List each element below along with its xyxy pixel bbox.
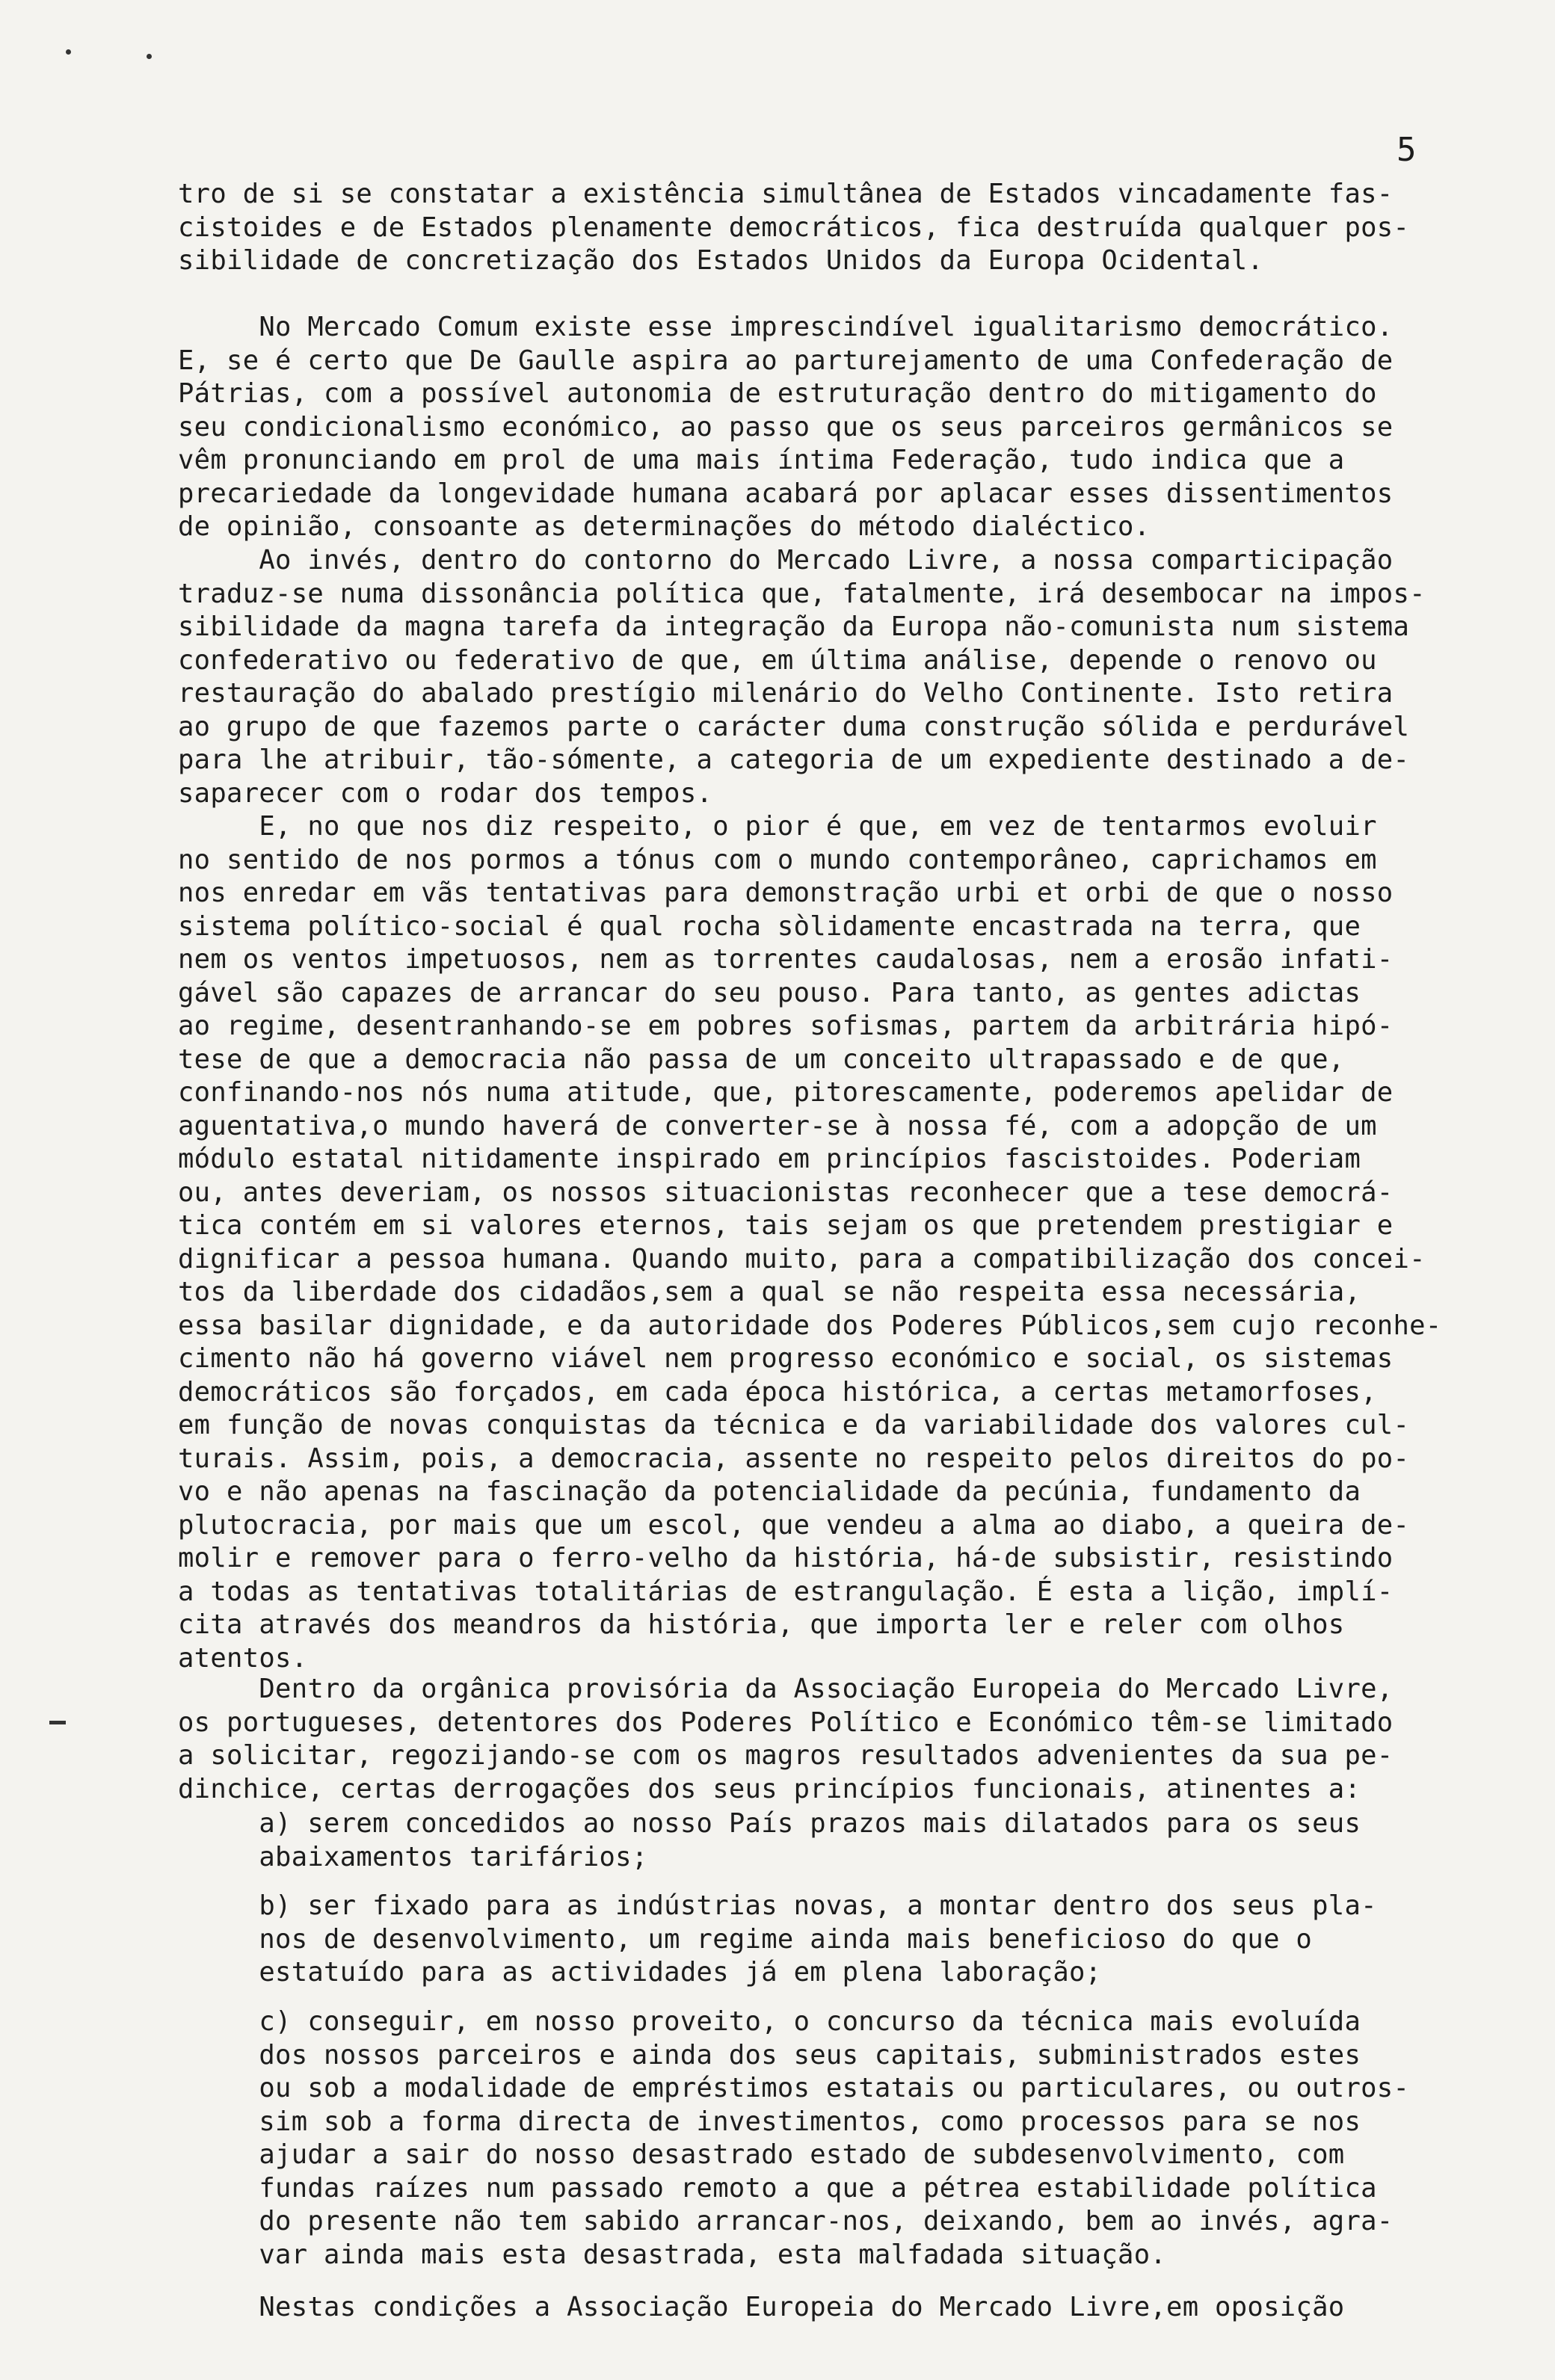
text-line: b) ser fixado para as indústrias novas, a montar dentro dos seus pla- <box>178 1890 1377 1921</box>
text-line: tos da liberdade dos cidadãos,sem a qual se não respeita essa necessária, <box>178 1277 1361 1307</box>
margin-mark <box>147 54 152 59</box>
text-line: ao grupo de que fazemos parte o carácter duma construção sólida e perdurável <box>178 711 1410 742</box>
text-line: tro de si se constatar a existência simultânea de Estados vincadamente fas- <box>178 179 1394 209</box>
text-line: dos nossos parceiros e ainda dos seus capitais, subministrados estes <box>178 2039 1361 2071</box>
text-line: a solicitar, regozijando-se com os magros resultados advenientes da sua pe- <box>178 1740 1394 1771</box>
text-line: abaixamentos tarifários; <box>178 1841 648 1872</box>
text-line: tica contém em si valores eternos, tais sejam os que pretendem prestigiar e <box>178 1210 1394 1241</box>
text-line: molir e remover para o ferro-velho da história, há-de subsistir, resistindo <box>178 1543 1394 1573</box>
text-line: ao regime, desentranhando-se em pobres sofismas, partem da arbitrária hipó- <box>178 1011 1394 1041</box>
text-line: plutocracia, por mais que um escol, que vendeu a alma ao diabo, a queira de- <box>178 1509 1410 1541</box>
text-line: dignificar a pessoa humana. Quando muito, para a compatibilização dos concei- <box>178 1243 1426 1274</box>
text-line: ajudar a sair do nosso desastrado estado de subdesenvolvimento, com <box>178 2139 1345 2170</box>
text-line: sistema político-social é qual rocha sòlidamente encastrada na terra, que <box>178 910 1361 942</box>
text-line: seu condicionalismo económico, ao passo que os seus parceiros germânicos se <box>178 411 1394 443</box>
text-line: essa basilar dignidade, e da autoridade dos Poderes Públicos,sem cujo reconhe- <box>178 1310 1442 1341</box>
text-line: Nestas condições a Associação Europeia do Mercado Livre,em oposição <box>178 2292 1345 2322</box>
text-line: confinando-nos nós numa atitude, que, pitorescamente, poderemos apelidar de <box>178 1077 1394 1108</box>
paragraph <box>178 544 1530 810</box>
text-line: sim sob a forma directa de investimentos, como processos para se nos <box>178 2106 1361 2137</box>
text-line: saparecer com o rodar dos tempos. <box>178 777 713 809</box>
text-line: vo e não apenas na fascinação da potencialidade da pecúnia, fundamento da <box>178 1476 1361 1507</box>
text-line: E, se é certo que De Gaulle aspira ao parturejamento de uma Confederação de <box>178 345 1394 376</box>
text-line: traduz-se numa dissonância política que, fatalmente, irá desembocar na impos- <box>178 578 1426 609</box>
text-line: var ainda mais esta desastrada, esta malfadada situação. <box>178 2239 1167 2270</box>
text-line: Ao invés, dentro do contorno do Mercado Livre, a nossa comparticipação <box>178 545 1394 576</box>
text-line: em função de novas conquistas da técnica e da variabilidade dos valores cul- <box>178 1410 1410 1440</box>
text-line: vêm pronunciando em prol de uma mais íntima Federação, tudo indica que a <box>178 445 1345 475</box>
text-line: dinchice, certas derrogações dos seus princípios funcionais, atinentes a: <box>178 1773 1361 1804</box>
list-item <box>178 2006 1530 2272</box>
list-item <box>178 1890 1530 1990</box>
paragraph <box>178 1673 1530 1806</box>
text-line: E, no que nos diz respeito, o pior é que, em vez de tentarmos evoluir <box>178 811 1377 842</box>
paragraph <box>178 311 1530 544</box>
text-line: no sentido de nos pormos a tónus com o mundo contemporâneo, caprichamos em <box>178 844 1377 875</box>
text-line: turais. Assim, pois, a democracia, assente no respeito pelos direitos do po- <box>178 1443 1410 1474</box>
text-line: atentos. <box>178 1642 308 1674</box>
text-line: a) serem concedidos ao nosso País prazos mais dilatados para os seus <box>178 1808 1361 1839</box>
text-line: Dentro da orgânica provisória da Associação Europeia do Mercado Livre, <box>178 1674 1394 1704</box>
text-line: do presente não tem sabido arrancar-nos, deixando, bem ao invés, agra- <box>178 2206 1394 2236</box>
paragraph <box>178 178 1530 278</box>
text-line: sibilidade de concretização dos Estados Unidos da Europa Ocidental. <box>178 245 1264 276</box>
paragraph <box>178 2291 1530 2325</box>
text-line: gável são capazes de arrancar do seu pouso. Para tanto, as gentes adictas <box>178 977 1361 1008</box>
text-line: tese de que a democracia não passa de um conceito ultrapassado e de que, <box>178 1043 1345 1075</box>
page-number: 5 <box>1397 131 1417 169</box>
text-line: nem os ventos impetuosos, nem as torrentes caudalosas, nem a erosão infati- <box>178 944 1394 975</box>
text-line: os portugueses, detentores dos Poderes Político e Económico têm-se limitado <box>178 1707 1394 1738</box>
text-line: a todas as tentativas totalitárias de estrangulação. É esta a lição, implí- <box>178 1576 1394 1607</box>
text-line: fundas raízes num passado remoto a que a pétrea estabilidade política <box>178 2172 1377 2204</box>
text-line: c) conseguir, em nosso proveito, o concurso da técnica mais evoluída <box>178 2006 1361 2037</box>
text-line: democráticos são forçados, em cada época histórica, a certas metamorfoses, <box>178 1376 1377 1408</box>
text-line: confederativo ou federativo de que, em última análise, depende o renovo ou <box>178 644 1377 676</box>
margin-mark <box>66 49 71 55</box>
text-line: módulo estatal nitidamente inspirado em princípios fascistoides. Poderiam <box>178 1144 1361 1174</box>
list-item <box>178 1807 1530 1874</box>
margin-dash <box>49 1721 66 1724</box>
text-line: cita através dos meandros da história, que importa ler e reler com olhos <box>178 1609 1345 1640</box>
text-line: nos de desenvolvimento, um regime ainda mais beneficioso do que o <box>178 1923 1313 1955</box>
paragraph <box>178 810 1530 1675</box>
text-line: No Mercado Comum existe esse imprescindível igualitarismo democrático. <box>178 312 1394 342</box>
text-line: cistoides e de Estados plenamente democráticos, fica destruída qualquer pos- <box>178 212 1410 243</box>
text-line: ou, antes deveriam, os nossos situacionistas reconhecer que a tese democrá- <box>178 1177 1394 1208</box>
text-line: restauração do abalado prestígio milenário do Velho Continente. Isto retira <box>178 678 1394 709</box>
text-line: para lhe atribuir, tão-sómente, a categoria de um expediente destinado a de- <box>178 744 1410 775</box>
text-line: de opinião, consoante as determinações do método dialéctico. <box>178 511 1151 542</box>
text-line: cimento não há governo viável nem progresso económico e social, os sistemas <box>178 1343 1394 1374</box>
text-line: estatuído para as actividades já em plena laboração; <box>178 1957 1102 1988</box>
text-line: Pátrias, com a possível autonomia de estruturação dentro do mitigamento do <box>178 378 1377 409</box>
text-line: precariedade da longevidade humana acabará por aplacar esses dissentimentos <box>178 478 1394 509</box>
text-line: sibilidade da magna tarefa da integração da Europa não-comunista num sistema <box>178 611 1410 642</box>
text-line: aguentativa,o mundo haverá de converter-se à nossa fé, com a adopção de um <box>178 1110 1377 1141</box>
text-line: ou sob a modalidade de empréstimos estatais ou particulares, ou outros- <box>178 2073 1410 2103</box>
text-line: nos enredar em vãs tentativas para demonstração urbi et orbi de que o nosso <box>178 878 1394 908</box>
